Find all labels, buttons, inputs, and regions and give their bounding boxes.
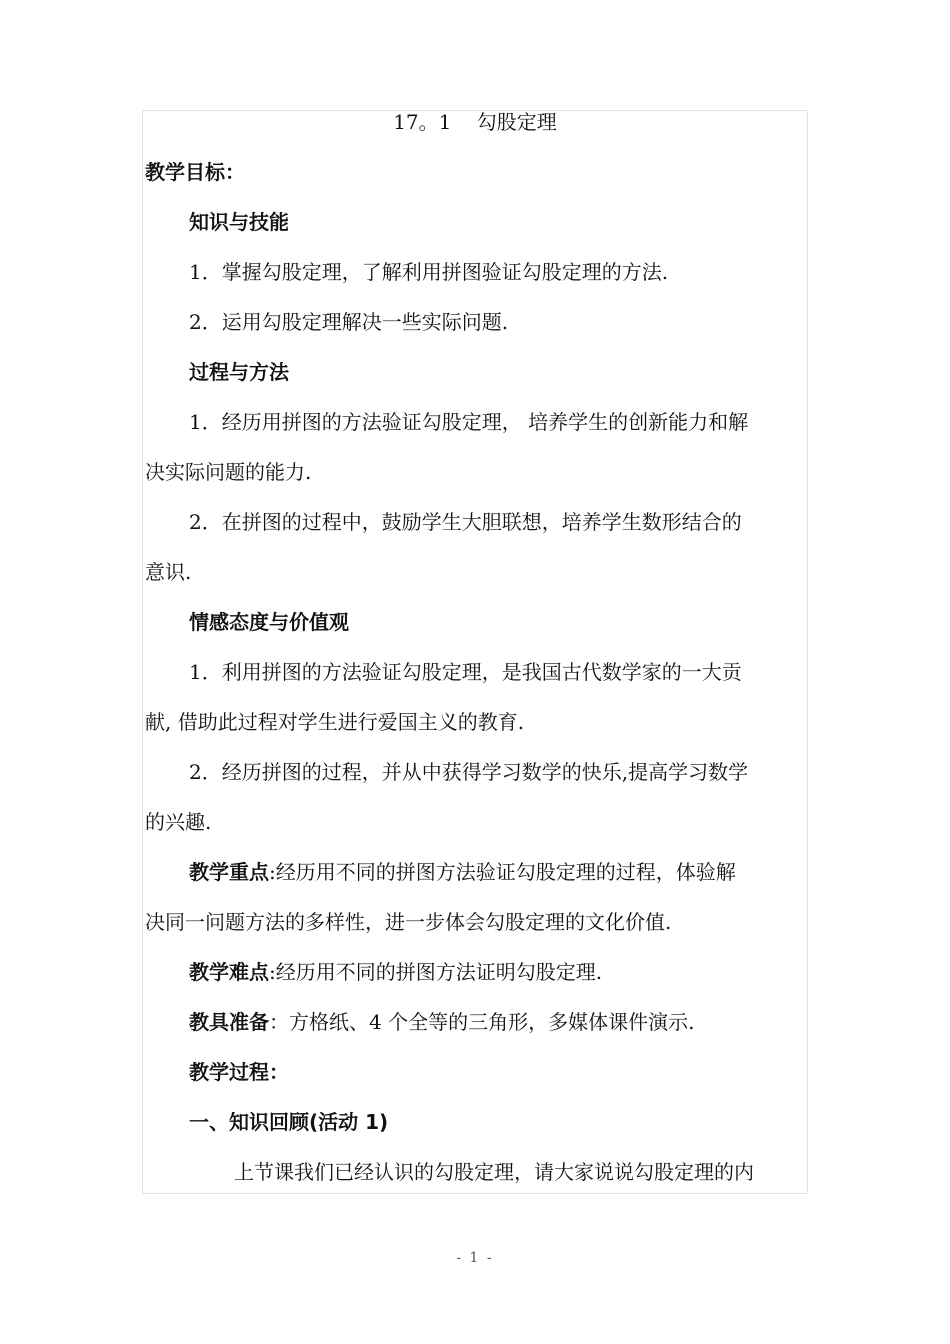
emotion-item-2-line-1: 2．经历拼图的过程，并从中获得学习数学的快乐,提高学习数学 (189, 760, 749, 784)
page-number: - 1 - (456, 1250, 494, 1266)
tools-line (189, 1008, 694, 1036)
knowledge-heading: 知识与技能 (189, 210, 289, 234)
teaching-process-heading: 教学过程： (189, 1060, 289, 1084)
objectives-heading: 教学目标： (145, 160, 245, 184)
emotion-item-1-line-2: 献, 借助此过程对学生进行爱国主义的教育. (145, 710, 525, 734)
key-point-line-1 (189, 858, 736, 886)
process-heading: 过程与方法 (189, 360, 289, 384)
page-title: 17。1 勾股定理 (393, 110, 557, 134)
emotion-item-1-line-1: 1．利用拼图的方法验证勾股定理，是我国古代数学家的一大贡 (189, 660, 742, 684)
knowledge-item-1: 1．掌握勾股定理，了解利用拼图验证勾股定理的方法. (189, 260, 669, 284)
knowledge-item-2: 2．运用勾股定理解决一些实际问题. (189, 310, 509, 334)
emotion-item-2-line-2: 的兴趣. (145, 810, 212, 834)
process-item-1-line-2: 决实际问题的能力. (145, 460, 312, 484)
process-item-2-line-1: 2．在拼图的过程中，鼓励学生大胆联想，培养学生数形结合的 (189, 510, 742, 534)
review-text: 上节课我们已经认识的勾股定理，请大家说说勾股定理的内 (234, 1160, 754, 1184)
key-point-text: :经历用不同的拼图方法验证勾股定理的过程，体验解 (269, 860, 736, 884)
emotion-heading: 情感态度与价值观 (189, 610, 349, 634)
key-point-label: 教学重点 (189, 860, 269, 884)
review-heading: 一、知识回顾(活动 1) (189, 1110, 389, 1134)
process-item-1-line-1: 1．经历用拼图的方法验证勾股定理， 培养学生的创新能力和解 (189, 410, 749, 434)
tools-label: 教具准备 (189, 1010, 269, 1034)
difficulty-label: 教学难点 (189, 960, 269, 984)
key-point-line-2: 决同一问题方法的多样性，进一步体会勾股定理的文化价值. (145, 910, 672, 934)
tools-text: ：方格纸、4 个全等的三角形，多媒体课件演示. (269, 1010, 695, 1034)
process-item-2-line-2: 意识. (145, 560, 192, 584)
difficulty-line (189, 958, 602, 986)
difficulty-text: :经历用不同的拼图方法证明勾股定理. (269, 960, 603, 984)
